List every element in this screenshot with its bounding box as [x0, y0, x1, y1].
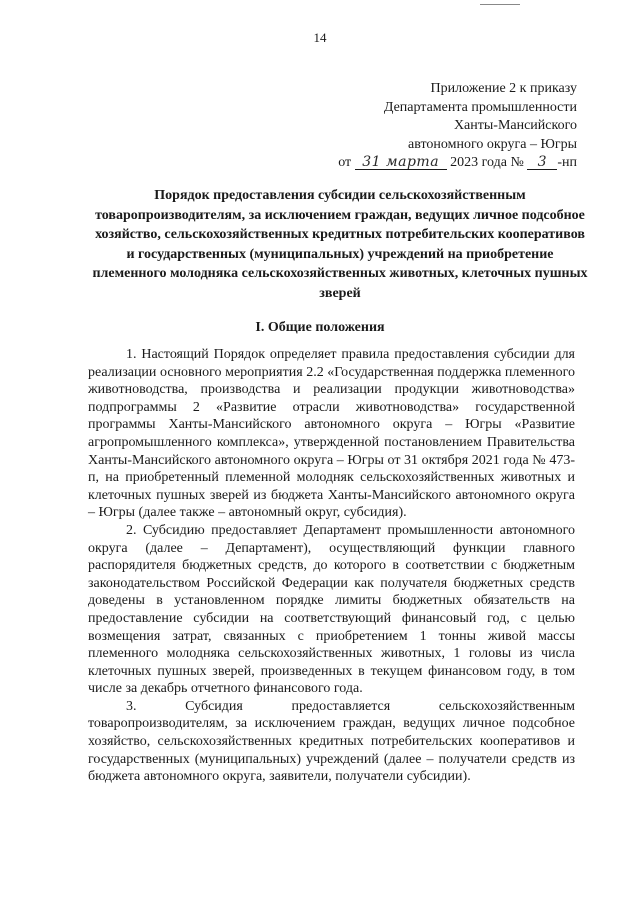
- paragraph-1: 1. Настоящий Порядок определяет правила предоставления субсидии для реализации основного мероприятия 2.2 «Государственная поддержка племенного животноводства, производства и реализации продукции животноводства» подпрограммы 2 «Развитие отрасли животноводства» государственной программы Ханты-Мансийского автономного округа – Югры «Развитие агропромышленного комплекса», утвержденной постановлением Правительства Ханты-Мансийского автономного округа – Югры от 31 октября 2021 года № 473-п, на приобретенный племенной молодняк сельскохозяйственных животных и клеточных пушных зверей из бюджета Ханты-Мансийского автономного округа – Югры (далее также – автономный округ, субсидия).: [88, 347, 575, 521]
- appendix-line-3: Ханты-Мансийского: [453, 118, 577, 133]
- appendix-date-line: [338, 154, 577, 173]
- section-heading: I. Общие положения: [255, 320, 385, 335]
- document-title: Порядок предоставления субсидии сельскохозяйственным товаропроизводителям, за исключением граждан, ведущих личное подсобное хозяйство, сельскохозяйственных кредитных потребительских кооперативов и государственных (муниципальных) учреждений на приобретение племенного молодняка сельскохозяйственных животных, клеточных пушных зверей: [92, 188, 588, 301]
- handwritten-number: 3: [527, 155, 557, 170]
- year-text: 2023 года №: [450, 155, 524, 170]
- appendix-block: [338, 80, 577, 173]
- number-suffix: -нп: [557, 155, 577, 170]
- appendix-line-1: Приложение 2 к приказу: [430, 81, 577, 96]
- page-number: 14: [313, 30, 327, 45]
- date-prefix: от: [338, 155, 352, 170]
- appendix-line-4: автономного округа – Югры: [408, 136, 577, 152]
- body-text: [88, 346, 575, 786]
- paragraph-3: 3. Субсидия предоставляется сельскохозяйственным товаропроизводителям, за исключением граждан, ведущих личное подсобное хозяйство, сельскохозяйственных кредитных потребительских кооперативов и государственных (муниципальных) учреждений (далее – получатели средств из бюджета автономного округа, заявители, получатели субсидии).: [88, 698, 575, 785]
- handwritten-date: 31 марта: [355, 155, 447, 170]
- top-edge-mark: [480, 0, 520, 5]
- appendix-line-2: Департамента промышленности: [383, 99, 577, 115]
- paragraph-2: 2. Субсидию предоставляет Департамент промышленности автономного округа (далее – Департамент), осуществляющий функции главного распорядителя бюджетных средств, до которого в соответствии с бюджетным законодательством Российской Федерации как получателя бюджетных средств доведены в установленном порядке лимиты бюджетных обязательств на предоставление субсидии на соответствующий финансовый год, с целью возмещения затрат, связанных с приобретением 1 тонны живой массы племенного молодняка сельскохозяйственных животных, 1 головы из числа клеточных пушных зверей, произведенных в текущем финансовом году, в том числе за декабрь отчетного финансового года.: [88, 522, 575, 697]
